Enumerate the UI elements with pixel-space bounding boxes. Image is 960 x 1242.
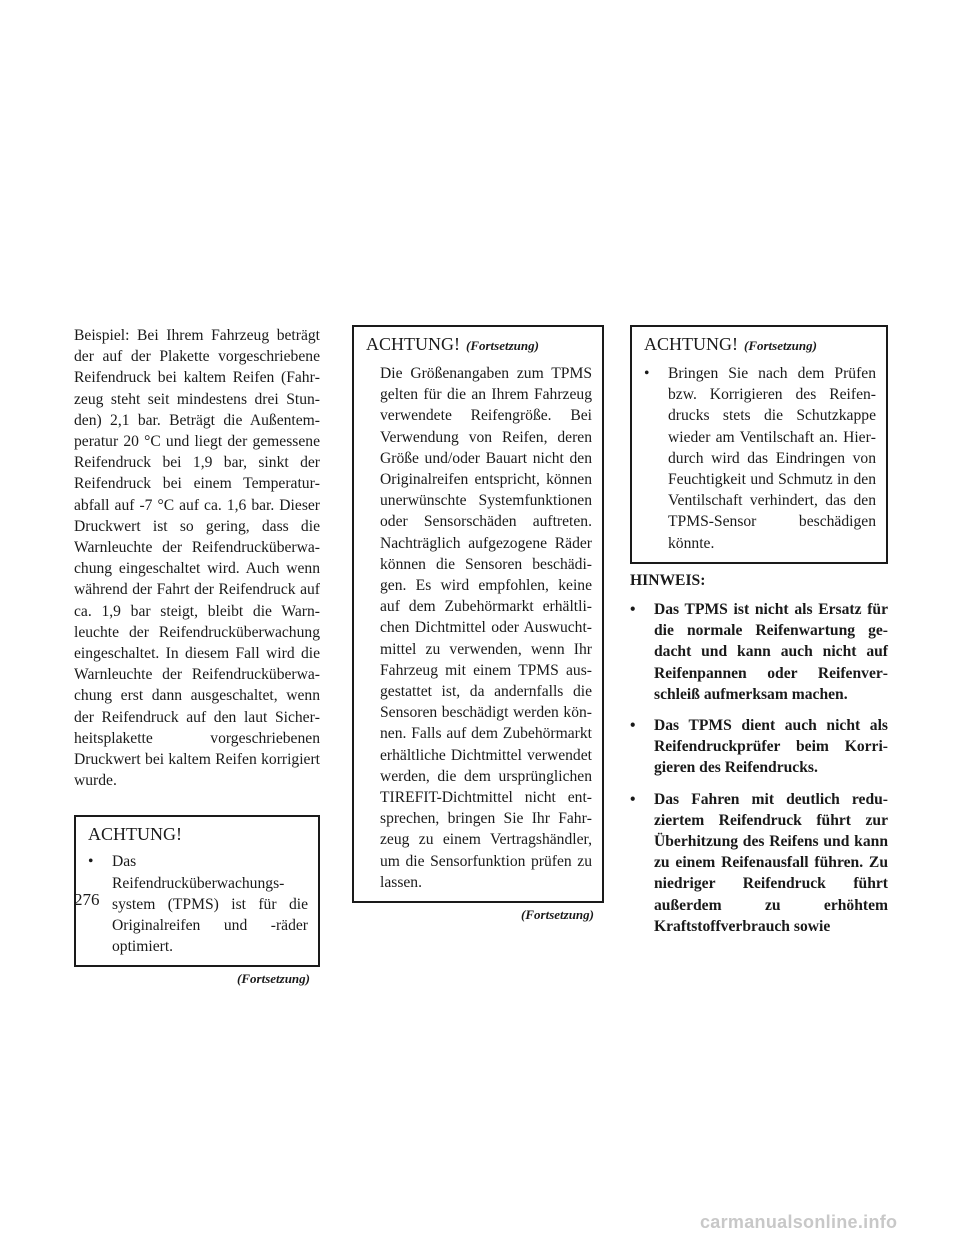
bullet-icon: • <box>630 790 636 808</box>
column-1 <box>74 325 320 988</box>
watermark: carmanualsonline.info <box>700 1212 898 1232</box>
warning-bullet: • Bringen Sie nach dem Prüfen bzw. Korrigieren des Reifendrucks stets die Schutzkappe wieder am Ventilschaft an. Hierdurch wird das Eindringen von Feuchtigkeit und Schmutz in den Ventilschaft verhindert, das den TPMS-Sensor beschädigen könnte. <box>644 365 876 552</box>
note-item: • Das Fahren mit deutlich reduziertem Reifendruck führt zur Überhitzung des Reifens und kann zu einem Reifenausfall führen. Zu niedriger Reifendruck führt außerdem zu erhöhtem Kraftstoffverbrauch sowie <box>630 790 888 935</box>
continued-label: (Fortsetzung) <box>237 971 310 987</box>
column-2 <box>352 325 604 924</box>
bullet-icon: • <box>644 365 650 382</box>
page-number: 276 <box>74 890 100 909</box>
warning-box-1 <box>74 815 320 967</box>
warning-box-3 <box>630 325 888 564</box>
warning-bullet: • Das Reifendrucküberwachungssystem (TPMS) ist für die Originalreifen und -räder optimiert. <box>88 853 308 956</box>
warning-list <box>644 363 876 554</box>
warning-title: ACHTUNG! (Fortsetzung) <box>644 334 817 354</box>
note-item: • Das TPMS dient auch nicht als Reifendruckprüfer beim Korrigieren des Reifendrucks. <box>630 717 888 777</box>
bullet-icon: • <box>630 601 636 619</box>
continued-label: (Fortsetzung) <box>521 907 594 923</box>
bullet-icon: • <box>630 717 636 735</box>
example-paragraph: Beispiel: Bei Ihrem Fahrzeug beträgt der auf der Plakette vorgeschriebene Reifendruck bei kaltem Reifen (Fahrzeug steht seit mindestens drei Stunden) 2,1 bar. Beträgt die Außentemperatur 20 °C und liegt der gemessene Reifendruck bei 1,9 bar, sinkt der Reifendruck bei einem Temperaturabfall auf -7 °C auf ca. 1,6 bar. Dieser Druckwert ist so gering, dass die Warnleuchte der Reifendrucküberwachung eingeschaltet wird. Auch wenn während der Fahrt der Reifendruck auf ca. 1,9 bar steigt, bleibt die Warnleuchte der Reifendrucküberwachung eingeschaltet. In diesem Fall wird die Warnleuchte der Reifendrucküberwachung erst dann ausgeschaltet, wenn der Reifendruck auf den laut Sicherheitsplakette vorgeschriebenen Druckwert bei kaltem Reifen korrigiert wurde. <box>74 327 320 790</box>
column-3 <box>630 325 888 947</box>
warning-title: ACHTUNG! <box>88 824 182 845</box>
warning-list <box>88 851 308 957</box>
note-title: HINWEIS: <box>630 571 706 589</box>
warning-title: ACHTUNG! (Fortsetzung) <box>366 334 539 354</box>
warning-text: Die Größenangaben zum TPMS gelten für die an Ihrem Fahrzeug verwendete Reifengröße. Bei Verwendung von Reifen, deren Größe und/oder Bauart nicht den Originalreifen entspricht, können unerwünschte Systemfunktionen oder Sensorschäden auftreten. Nachträglich aufgezogene Räder können die Sensoren beschädigen. Es wird empfohlen, keine auf dem Zubehörmarkt erhältlichen Dichtmittel oder Auswuchtmittel zu verwenden, wenn Ihr Fahrzeug mit einem TPMS ausgestattet ist, da andernfalls die Sensoren beschädigt werden können. Falls auf dem Zubehörmarkt erhältliche Dichtmittel verwendet werden, die dem ursprünglichen TIREFIT-Dichtmittel nicht entsprechen, bringen Sie Ihr Fahrzeug zu einem Vertragshändler, um die Sensorfunktion prüfen zu lassen. <box>380 365 592 891</box>
note-list <box>630 599 888 937</box>
warning-box-2 <box>352 325 604 903</box>
bullet-icon: • <box>88 853 94 871</box>
note-item: • Das TPMS ist nicht als Ersatz für die normale Reifenwartung gedacht und kann auch nicht auf Reifenpannen oder Reifenverschleiß aufmerksam machen. <box>630 601 888 703</box>
